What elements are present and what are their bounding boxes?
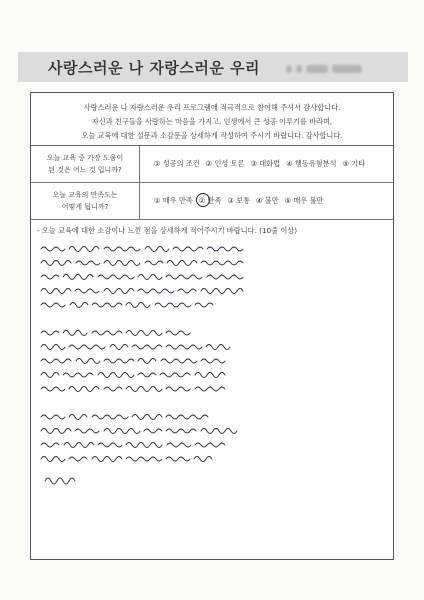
survey-form (30, 92, 394, 560)
intro-text (31, 101, 393, 143)
essay-prompt: - 오늘 교육에 대한 소감이나 느낀 점을 상세하게 적어주시기 바랍니다. (10줄 이상) (37, 226, 298, 235)
question-label-line: 어떻게 됩니까? (61, 203, 109, 211)
intro-line: 자신과 친구들을 사랑하는 마음을 가지고, 인생에서 큰 성공 이루기를 바라며, (91, 117, 333, 126)
option-very-satisfied[interactable]: ① 매우 만족 (154, 196, 193, 205)
option-group (140, 183, 393, 219)
handwriting-line (41, 345, 230, 350)
option-success-conditions[interactable]: ① 성공의 조건 (154, 159, 200, 168)
intro-line: 사랑스러운 나 자랑스러운 우리 프로그램에 적극적으로 참여해 주셔서 감사합니다. (83, 103, 341, 112)
handwriting-line (41, 429, 237, 434)
question-label (31, 183, 140, 219)
handwriting-line (41, 247, 243, 252)
question-row-satisfaction (31, 183, 393, 220)
handwriting-line (41, 443, 225, 448)
page-title: 사랑스러운 나 자랑스러운 우리 (48, 59, 261, 77)
question-label-line: 오늘 교육의 만족도는 (52, 191, 118, 199)
handwriting-line (41, 275, 243, 280)
handwriting-line (41, 415, 208, 420)
option-satisfied[interactable]: ② 만족 (198, 196, 222, 205)
handwriting-line (41, 331, 190, 336)
handwriting-line (41, 261, 243, 266)
question-label-line: 된 것은 어느 것 입니까? (48, 166, 122, 174)
question-label-line: 오늘 교육 중 가장 도움이 (46, 154, 124, 162)
handwriting-line (41, 387, 225, 392)
intro-line: 오늘 교육에 대한 설문과 소감문을 상세하게 작성하여 주시기 바랍니다. 감사합니다. (81, 131, 343, 140)
question-row-helpful (31, 146, 393, 183)
handwriting-line (41, 373, 225, 378)
option-conversation[interactable]: ③ 대화법 (250, 159, 281, 168)
option-character-discussion[interactable]: ② 인성 토론 (205, 159, 245, 168)
question-table (31, 145, 393, 220)
option-dissatisfied[interactable]: ④ 불만 (256, 196, 279, 205)
option-neutral[interactable]: ③ 보통 (227, 196, 251, 205)
handwriting-line (41, 457, 212, 462)
handwritten-response (37, 241, 387, 491)
handwriting-signature (45, 478, 75, 484)
handwriting-line (41, 359, 225, 364)
option-other[interactable]: ⑤ 기타 (342, 159, 366, 168)
handwriting-line (41, 303, 213, 308)
question-label (31, 146, 140, 182)
redacted-name (286, 64, 370, 74)
option-group (140, 146, 393, 182)
option-very-dissatisfied[interactable]: ⑤ 매우 불만 (284, 196, 324, 205)
handwriting-line (41, 289, 243, 294)
option-behavior-analysis[interactable]: ④ 행동유형분석 (286, 159, 337, 168)
